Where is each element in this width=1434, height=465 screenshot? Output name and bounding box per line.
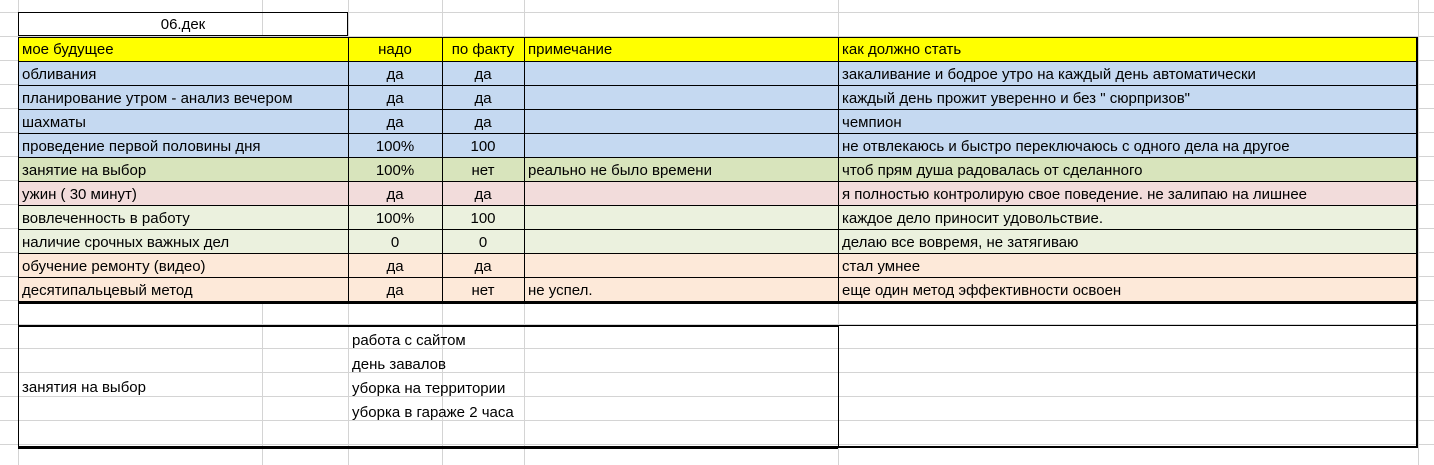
header-fact[interactable]: по факту xyxy=(451,41,515,58)
row-name-cell[interactable]: обливания xyxy=(22,66,97,83)
row-fact-cell[interactable]: да xyxy=(474,90,492,107)
table-body-bottom-border xyxy=(18,302,1418,304)
row-separator xyxy=(18,205,1418,206)
row-need-cell[interactable]: 100% xyxy=(375,210,415,227)
row-name-cell[interactable]: вовлеченность в работу xyxy=(22,210,190,227)
row-goal-cell[interactable]: стал умнее xyxy=(842,258,921,275)
choice-item[interactable]: уборка в гараже 2 часа xyxy=(352,404,514,421)
row-name-cell[interactable]: планирование утром - анализ вечером xyxy=(22,90,293,107)
row-note-cell[interactable]: реально не было времени xyxy=(528,162,712,179)
column-separator xyxy=(348,37,349,303)
row-name-cell[interactable]: обучение ремонту (видео) xyxy=(22,258,206,275)
row-fact-cell[interactable]: нет xyxy=(471,162,495,179)
row-fact-cell[interactable]: нет xyxy=(471,282,495,299)
row-need-cell[interactable]: 0 xyxy=(390,234,400,251)
column-separator xyxy=(524,37,525,303)
row-name-cell[interactable]: занятие на выбор xyxy=(22,162,147,179)
header-goal[interactable]: как должно стать xyxy=(842,41,962,58)
row-need-cell[interactable]: да xyxy=(386,90,404,107)
choices-label[interactable]: занятия на выбор xyxy=(22,379,146,396)
choice-item[interactable]: работа с сайтом xyxy=(352,332,466,349)
row-goal-cell[interactable]: не отвлекаюсь и быстро переключаюсь с одного дела на другое xyxy=(842,138,1290,155)
choice-item[interactable]: день завалов xyxy=(352,356,446,373)
row-goal-cell[interactable]: каждое дело приносит удовольствие. xyxy=(842,210,1103,227)
row-goal-cell[interactable]: закаливание и бодрое утро на каждый день автоматически xyxy=(842,66,1256,83)
row-name-cell[interactable]: шахматы xyxy=(22,114,86,131)
grid-row-line xyxy=(0,444,1434,445)
row-separator xyxy=(18,109,1418,110)
row-fact-cell[interactable]: да xyxy=(474,66,492,83)
header-my-future[interactable]: мое будущее xyxy=(22,41,114,58)
row-need-cell[interactable]: да xyxy=(386,186,404,203)
row-separator xyxy=(18,253,1418,254)
row-note-cell[interactable]: не успел. xyxy=(528,282,593,299)
row-goal-cell[interactable]: я полностью контролирую свое поведение. не залипаю на лишнее xyxy=(842,186,1308,203)
column-separator xyxy=(838,37,839,303)
row-separator xyxy=(18,277,1418,278)
row-separator xyxy=(18,85,1418,86)
row-name-cell[interactable]: наличие срочных важных дел xyxy=(22,234,230,251)
row-separator xyxy=(18,181,1418,182)
row-need-cell[interactable]: 100% xyxy=(375,162,415,179)
choice-item[interactable]: уборка на территории xyxy=(352,380,506,397)
row-fact-cell[interactable]: да xyxy=(474,186,492,203)
row-name-cell[interactable]: проведение первой половины дня xyxy=(22,138,261,155)
header-note[interactable]: примечание xyxy=(528,41,613,58)
choices-top-border xyxy=(18,326,838,327)
row-need-cell[interactable]: да xyxy=(386,114,404,131)
row-goal-cell[interactable]: каждый день прожит уверенно и без " сюрпризов" xyxy=(842,90,1191,107)
row-separator xyxy=(18,61,1418,62)
date-cell[interactable]: 06.дек xyxy=(18,12,348,36)
table-right-border xyxy=(1416,37,1418,447)
choices-right-border xyxy=(838,326,839,448)
row-need-cell[interactable]: да xyxy=(386,258,404,275)
row-goal-cell[interactable]: чемпион xyxy=(842,114,902,131)
row-need-cell[interactable]: 100% xyxy=(375,138,415,155)
table-top-border xyxy=(18,37,1418,38)
row-need-cell[interactable]: да xyxy=(386,66,404,83)
row-separator xyxy=(18,133,1418,134)
row-fact-cell[interactable]: 100 xyxy=(470,210,496,227)
row-separator xyxy=(18,157,1418,158)
column-separator xyxy=(442,37,443,303)
row-fact-cell[interactable]: 100 xyxy=(470,138,496,155)
row-separator xyxy=(18,229,1418,230)
header-need[interactable]: надо xyxy=(378,41,412,58)
row-goal-cell[interactable]: еще один метод эффективности освоен xyxy=(842,282,1122,299)
row-fact-cell[interactable]: да xyxy=(474,114,492,131)
choices-bottom-border xyxy=(18,448,838,449)
table-left-border xyxy=(18,37,19,447)
row-goal-cell[interactable]: чтоб прям душа радовалась от сделанного xyxy=(842,162,1143,179)
row-fact-cell[interactable]: да xyxy=(474,258,492,275)
row-goal-cell[interactable]: делаю все вовремя, не затягиваю xyxy=(842,234,1079,251)
row-fact-cell[interactable]: 0 xyxy=(478,234,488,251)
row-need-cell[interactable]: да xyxy=(386,282,404,299)
row-name-cell[interactable]: десятипальцевый метод xyxy=(22,282,193,299)
row-name-cell[interactable]: ужин ( 30 минут) xyxy=(22,186,137,203)
